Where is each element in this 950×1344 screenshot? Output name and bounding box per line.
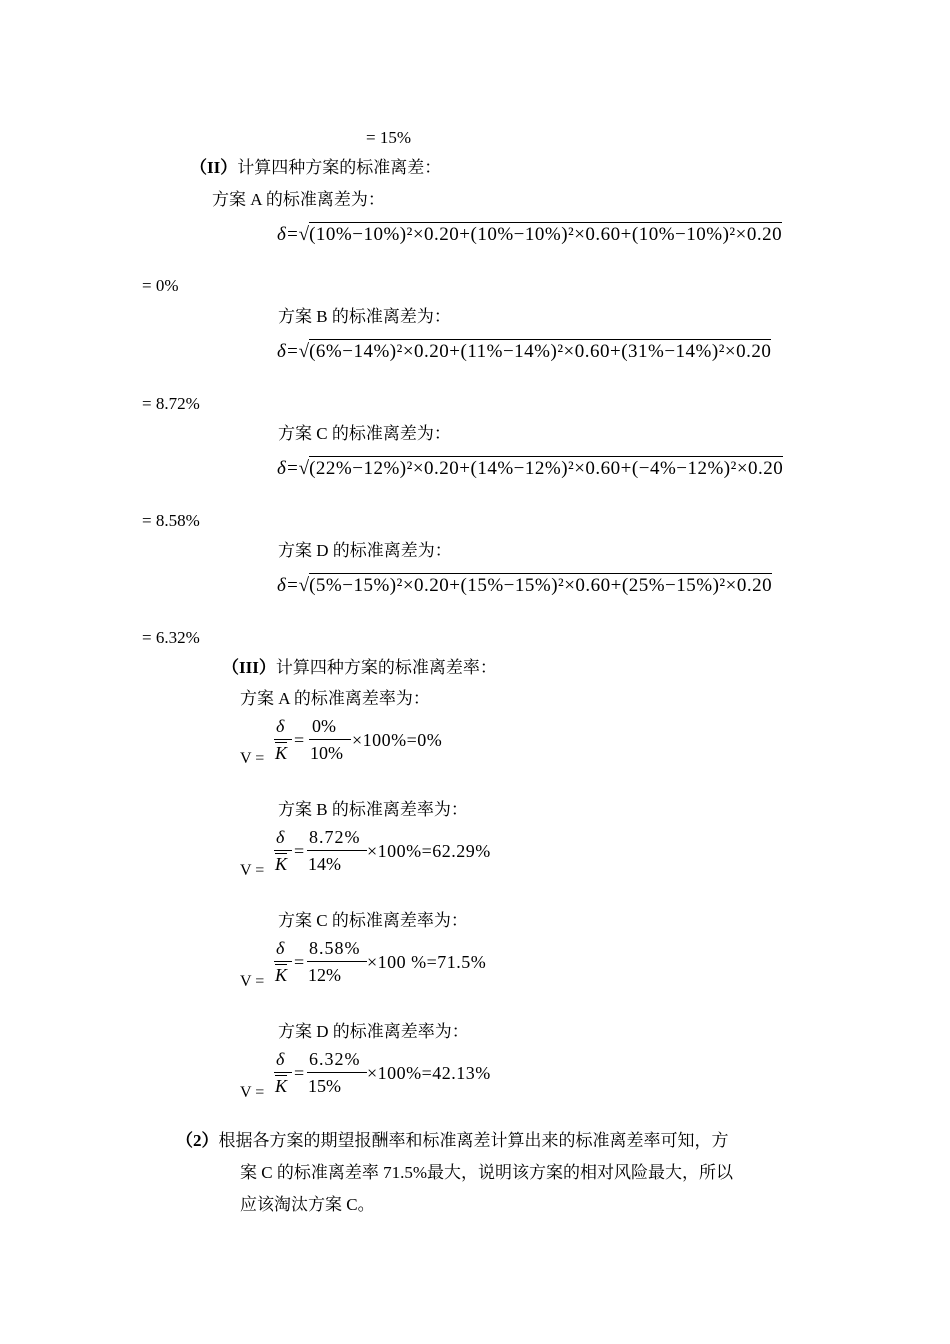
section3-heading-number: （III） (222, 658, 276, 677)
cv-denominator-c: 12% (308, 965, 341, 985)
std-dev-label-b: 方案 B 的标准离差为： (278, 307, 451, 326)
section2-heading-text: 计算四种方案的标准离差： (237, 158, 442, 177)
cv-formula-c (274, 938, 524, 992)
std-dev-result-a: = 0% (142, 276, 179, 295)
std-dev-formula-c (277, 456, 783, 482)
cv-formula-d (274, 1049, 524, 1103)
k-bar-symbol: $\overline{K}$ (275, 743, 288, 763)
conclusion-text-1: 根据各方案的期望报酬率和标准离差计算出来的标准离差率可知，方 (218, 1131, 729, 1150)
conclusion-line-3: 应该淘汰方案 C。 (240, 1195, 375, 1214)
cv-formula-a (274, 716, 474, 770)
delta-symbol: δ (276, 716, 285, 736)
cv-label-c: 方案 C 的标准离差率为： (278, 911, 468, 930)
std-dev-label-c: 方案 C 的标准离差为： (278, 424, 451, 443)
std-dev-formula-d (277, 573, 772, 599)
std-dev-result-b: = 8.72% (142, 394, 200, 413)
cv-denominator-b: 14% (308, 854, 341, 874)
cv-denominator-d: 15% (308, 1076, 341, 1096)
cv-label-a: 方案 A 的标准离差率为： (240, 689, 430, 708)
cv-numerator-a: 0% (312, 716, 336, 736)
cv-tail-c: ×100 %=71.5% (367, 952, 487, 972)
std-dev-label-d: 方案 D 的标准离差为： (278, 541, 452, 560)
delta-symbol: δ (276, 938, 285, 958)
cv-v-label-a: V = (240, 750, 265, 767)
equals-sign: = (294, 730, 305, 750)
delta-symbol: δ (276, 1049, 285, 1069)
section3-heading (222, 658, 497, 678)
k-bar-symbol: $\overline{K}$ (275, 1076, 288, 1096)
std-dev-result-d: = 6.32% (142, 628, 200, 647)
std-dev-radicand-a: (10%−10%)²×0.20+(10%−10%)²×0.60+(10%−10%)²×0.20 (309, 224, 783, 245)
section2-heading-number: （II） (190, 158, 238, 177)
cv-tail-b: ×100%=62.29% (367, 841, 491, 861)
delta-prefix: δ=√ (277, 224, 310, 245)
conclusion-number: （2） (176, 1131, 219, 1150)
std-dev-radicand-c: (22%−12%)²×0.20+(14%−12%)²×0.60+(−4%−12%)²×0.20 (309, 458, 784, 479)
equals-sign: = (294, 1063, 305, 1083)
cv-v-label-c: V = (240, 973, 265, 990)
std-dev-formula-b (277, 339, 771, 365)
cv-denominator-a: 10% (310, 743, 343, 763)
section2-heading (190, 158, 441, 178)
cv-v-label-d: V = (240, 1084, 265, 1101)
section1-result: = 15% (366, 128, 411, 147)
k-bar-symbol: $\overline{K}$ (275, 854, 288, 874)
std-dev-formula-a (277, 222, 782, 248)
std-dev-radicand-b: (6%−14%)²×0.20+(11%−14%)²×0.60+(31%−14%)²×0.20 (309, 341, 772, 362)
conclusion-line-2: 案 C 的标准离差率 71.5%最大，说明该方案的相对风险最大，所以 (240, 1163, 733, 1182)
equals-sign: = (294, 952, 305, 972)
equals-sign: = (294, 841, 305, 861)
cv-numerator-d: 6.32% (309, 1049, 361, 1069)
conclusion-line-1 (176, 1131, 729, 1151)
delta-prefix: δ=√ (277, 341, 310, 362)
section3-heading-text: 计算四种方案的标准离差率： (275, 658, 497, 677)
std-dev-label-a: 方案 A 的标准离差为： (212, 190, 385, 209)
cv-label-b: 方案 B 的标准离差率为： (278, 800, 468, 819)
cv-tail-d: ×100%=42.13% (367, 1063, 491, 1083)
cv-formula-b (274, 827, 524, 881)
delta-prefix: δ=√ (277, 575, 310, 596)
std-dev-radicand-d: (5%−15%)²×0.20+(15%−15%)²×0.60+(25%−15%)²×0.20 (309, 575, 773, 596)
cv-v-label-b: V = (240, 862, 265, 879)
cv-numerator-c: 8.58% (309, 938, 361, 958)
k-bar-symbol: $\overline{K}$ (275, 965, 288, 985)
delta-symbol: δ (276, 827, 285, 847)
cv-label-d: 方案 D 的标准离差率为： (278, 1022, 469, 1041)
cv-tail-a: ×100%=0% (352, 730, 443, 750)
cv-numerator-b: 8.72% (309, 827, 361, 847)
delta-prefix: δ=√ (277, 458, 310, 479)
std-dev-result-c: = 8.58% (142, 511, 200, 530)
